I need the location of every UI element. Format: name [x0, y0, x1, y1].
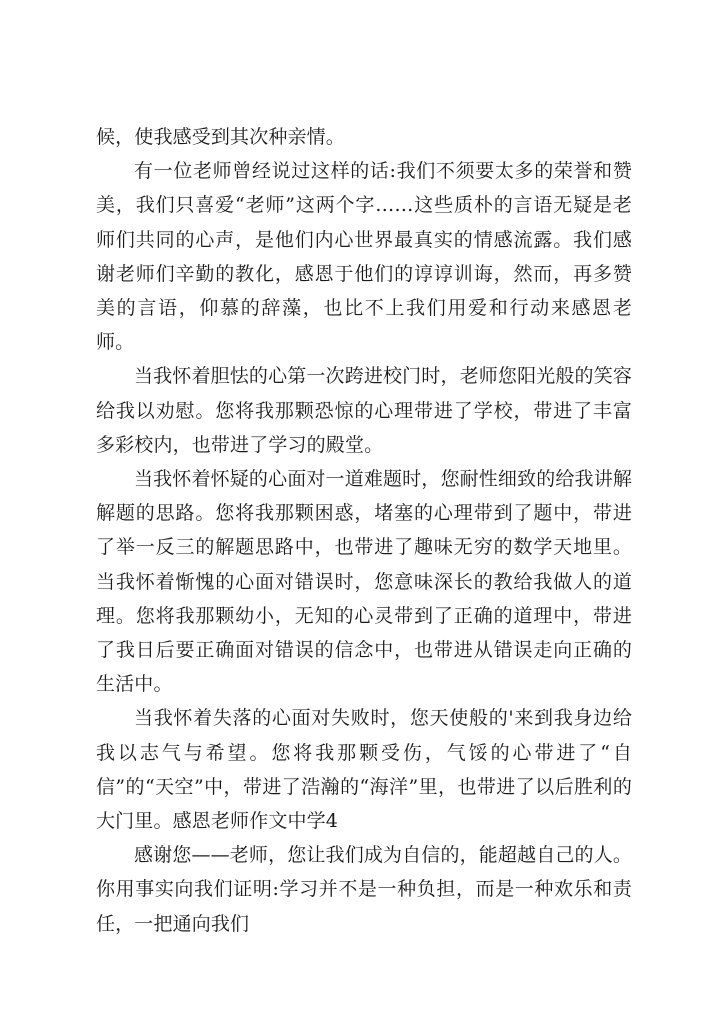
paragraph-continuation: 候，使我感受到其次种亲情。	[96, 126, 345, 148]
paragraph: 有一位老师曾经说过这样的话:我们不须要太多的荣誉和赞美，我们只喜爱“老师”这两个字……这些质朴的言语无疑是老师们共同的心声，是他们内心世界最真实的情感流露。我们感谢老师们辛勤的教化，感恩于他们的谆谆训诲，然而，再多赞美的言语，仰慕的辞藻，也比不上我们用爱和行动来感恩老师。	[96, 160, 632, 354]
paragraph: 感谢您——老师，您让我们成为自信的，能超越自己的人。你用事实向我们证明:学习并不是一种负担，而是一种欢乐和责任，一把通向我们	[96, 844, 632, 935]
paragraph: 当我怀着怀疑的心面对一道难题时，您耐性细致的给我讲解解题的思路。您将我那颗困惑，堵塞的心理带到了题中，带进了举一反三的解题思路中，也带进了趣味无穷的数学天地里。当我怀着惭愧的心面对错误时，您意味深长的教给我做人的道理。您将我那颗幼小，无知的心灵带到了正确的道理中，带进了我日后要正确面对错误的信念中，也带进从错误走向正确的生活中。	[96, 468, 632, 696]
paragraph: 当我怀着失落的心面对失败时，您天使般的'来到我身边给我以志气与希望。您将我那颗受伤，气馁的心带进了“自信”的“天空”中，带进了浩瀚的“海洋”里，也带进了以后胜利的大门里。感恩老师作文中学4	[96, 707, 632, 833]
body-text	[96, 120, 632, 941]
paragraph: 当我怀着胆怯的心第一次跨进校门时，老师您阳光般的笑容给我以劝慰。您将我那颗恐惊的心理带进了学校，带进了丰富多彩校内，也带进了学习的殿堂。	[96, 365, 632, 456]
